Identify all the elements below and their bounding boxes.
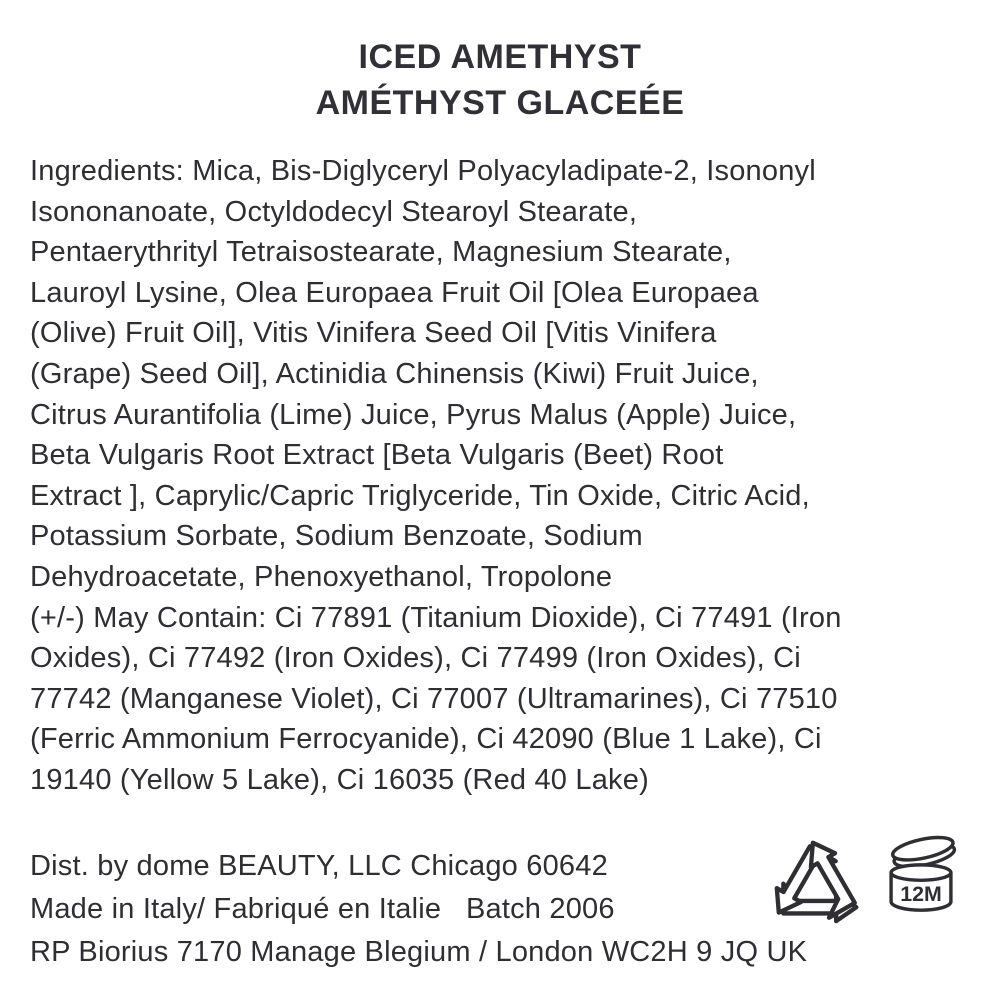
text-line: Ingredients: Mica, Bis-Diglyceryl Polyacyladipate-2, Isononyl — [30, 155, 816, 187]
title-line-french: AMÉTHYST GLACEÉE — [315, 84, 685, 122]
text-line: (Olive) Fruit Oil], Vitis Vinifera Seed Oil [Vitis Vinifera — [30, 317, 717, 350]
text-line: Citrus Aurantifolia (Lime) Juice, Pyrus Malus (Apple) Juice, — [30, 398, 797, 431]
distribution-info — [30, 845, 807, 974]
text-line: Lauroyl Lysine, Olea Europaea Fruit Oil [Olea Europaea — [30, 276, 759, 309]
text-line: Extract ], Caprylic/Capric Triglyceride, Tin Oxide, Citric Acid, — [30, 479, 810, 512]
text-line: (Grape) Seed Oil], Actinidia Chinensis (Kiwi) Fruit Juice, — [30, 357, 759, 390]
text-line: Oxides), Ci 77492 (Iron Oxides), Ci 77499 (Iron Oxides), Ci — [30, 642, 801, 675]
page-title — [0, 0, 1000, 126]
text-line: (+/-) May Contain: Ci 77891 (Titanium Dioxide), Ci 77491 (Iron — [30, 601, 842, 634]
text-line: Beta Vulgaris Root Extract [Beta Vulgaris (Beet) Root — [30, 439, 724, 472]
text-line: Made in Italy/ Fabriqué en Italie Batch 2006 — [30, 893, 615, 925]
ingredients-paragraph — [30, 151, 842, 801]
text-line: Potassium Sorbate, Sodium Benzoate, Sodium — [30, 520, 643, 553]
text-line: RP Biorius 7170 Manage Blegium / London WC2H 9 JQ UK — [30, 936, 808, 968]
text-line: Pentaerythrityl Tetraisostearate, Magnesium Stearate, — [30, 236, 732, 269]
text-line: Isononanoate, Octyldodecyl Stearoyl Stearate, — [30, 195, 638, 228]
text-line: 77742 (Manganese Violet), Ci 77007 (Ultramarines), Ci 77510 — [30, 682, 838, 715]
title-line-english: ICED AMETHYST — [358, 38, 642, 76]
pao-label: 12M — [900, 881, 942, 906]
text-line: Dist. by dome BEAUTY, LLC Chicago 60642 — [30, 850, 608, 882]
pao-12m-icon — [874, 828, 968, 924]
text-line: 19140 (Yellow 5 Lake), Ci 16035 (Red 40 Lake) — [30, 763, 649, 796]
text-line: Dehydroacetate, Phenoxyethanol, Tropolone — [30, 560, 613, 593]
recycle-icon — [768, 828, 864, 924]
icons-group — [768, 828, 968, 924]
text-line: (Ferric Ammonium Ferrocyanide), Ci 42090 (Blue 1 Lake), Ci — [30, 723, 822, 756]
